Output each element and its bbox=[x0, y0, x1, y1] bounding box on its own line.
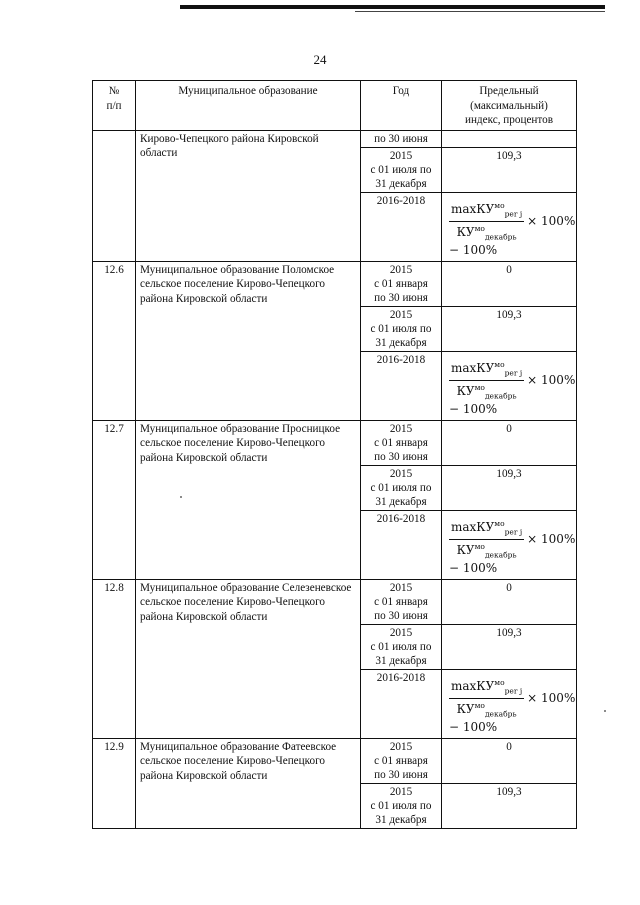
formula-numerator-sub: per j bbox=[504, 686, 523, 696]
formula-denominator-sub: декабрь bbox=[484, 391, 517, 401]
formula-denominator-sup: мо bbox=[474, 541, 485, 551]
formula-numerator-sup: мо bbox=[494, 200, 505, 210]
formula-minus: − 100% bbox=[449, 560, 498, 575]
header-municipality: Муниципальное образование bbox=[136, 81, 361, 131]
top-scan-line-thin bbox=[355, 11, 605, 12]
index-cell: 109,3 bbox=[442, 465, 577, 510]
index-formula bbox=[445, 200, 576, 259]
index-formula bbox=[445, 359, 576, 418]
index-cell: 109,3 bbox=[442, 624, 577, 669]
formula-denominator bbox=[455, 699, 519, 719]
formula-denominator-base: КУ bbox=[456, 542, 475, 557]
header-index: Предельный (максимальный) индекс, процентов bbox=[442, 81, 577, 131]
year-cell: 2016-2018 bbox=[361, 669, 442, 738]
municipality-cell: Муниципальное образование Просницкое сельское поселение Кирово-Чепецкого района Кировской области bbox=[136, 420, 361, 579]
row-number-cell bbox=[93, 130, 136, 261]
formula-times: × 100% bbox=[527, 372, 576, 387]
formula-denominator-sup: мо bbox=[474, 382, 485, 392]
formula-denominator bbox=[455, 381, 519, 401]
year-cell: 2016-2018 bbox=[361, 192, 442, 261]
header-year: Год bbox=[361, 81, 442, 131]
index-formula bbox=[445, 518, 576, 577]
table-row bbox=[93, 738, 577, 783]
formula-numerator-base: maxКУ bbox=[451, 360, 495, 375]
municipality-cell: Муниципальное образование Поломское сельское поселение Кирово-Чепецкого района Кировской области bbox=[136, 261, 361, 420]
index-cell bbox=[442, 130, 577, 147]
year-cell: 2015 с 01 июля по 31 декабря bbox=[361, 783, 442, 828]
formula-numerator-base: maxКУ bbox=[451, 519, 495, 534]
formula-denominator-sub: декабрь bbox=[484, 709, 517, 719]
year-cell: 2015 с 01 января по 30 июня bbox=[361, 738, 442, 783]
formula-numerator-sub: per j bbox=[504, 209, 523, 219]
formula-times: × 100% bbox=[527, 531, 576, 546]
index-cell: 0 bbox=[442, 738, 577, 783]
year-cell: по 30 июня bbox=[361, 130, 442, 147]
year-cell: 2015 с 01 июля по 31 декабря bbox=[361, 306, 442, 351]
table-header-row bbox=[93, 81, 577, 131]
top-scan-line bbox=[180, 5, 605, 9]
index-cell: 0 bbox=[442, 579, 577, 624]
index-formula-cell bbox=[442, 192, 577, 261]
formula-times: × 100% bbox=[527, 213, 576, 228]
year-cell: 2015 с 01 июля по 31 декабря bbox=[361, 465, 442, 510]
index-cell: 0 bbox=[442, 420, 577, 465]
formula-numerator-base: maxКУ bbox=[451, 201, 495, 216]
formula-times: × 100% bbox=[527, 690, 576, 705]
formula-denominator-sub: декабрь bbox=[484, 550, 517, 560]
formula-denominator bbox=[455, 222, 519, 242]
index-table bbox=[92, 80, 577, 829]
year-cell: 2015 с 01 января по 30 июня bbox=[361, 261, 442, 306]
formula-numerator bbox=[449, 201, 524, 222]
table-row bbox=[93, 420, 577, 465]
index-cell: 109,3 bbox=[442, 147, 577, 192]
row-number-cell: 12.6 bbox=[93, 261, 136, 420]
formula-minus: − 100% bbox=[449, 401, 498, 416]
index-formula-cell bbox=[442, 669, 577, 738]
year-cell: 2015 с 01 июля по 31 декабря bbox=[361, 624, 442, 669]
formula-minus: − 100% bbox=[449, 719, 498, 734]
year-cell: 2015 с 01 января по 30 июня bbox=[361, 420, 442, 465]
index-formula-cell bbox=[442, 351, 577, 420]
formula-denominator bbox=[455, 540, 519, 560]
formula-minus: − 100% bbox=[449, 242, 498, 257]
formula-numerator bbox=[449, 678, 524, 699]
year-cell: 2016-2018 bbox=[361, 351, 442, 420]
formula-denominator-base: КУ bbox=[456, 383, 475, 398]
municipality-cell: Муниципальное образование Фатеевское сельское поселение Кирово-Чепецкого района Кировской области bbox=[136, 738, 361, 828]
formula-denominator-base: КУ bbox=[456, 224, 475, 239]
formula-numerator-sup: мо bbox=[494, 359, 505, 369]
formula-numerator-sup: мо bbox=[494, 677, 505, 687]
header-num: № п/п bbox=[93, 81, 136, 131]
formula-denominator-base: КУ bbox=[456, 701, 475, 716]
municipality-cell: Муниципальное образование Селезеневское сельское поселение Кирово-Чепецкого района Кировской области bbox=[136, 579, 361, 738]
row-number-cell: 12.8 bbox=[93, 579, 136, 738]
index-cell: 109,3 bbox=[442, 306, 577, 351]
row-number-cell: 12.7 bbox=[93, 420, 136, 579]
table-row bbox=[93, 579, 577, 624]
formula-denominator-sup: мо bbox=[474, 223, 485, 233]
formula-denominator-sup: мо bbox=[474, 700, 485, 710]
municipality-cell: Кирово-Чепецкого района Кировской области bbox=[136, 130, 361, 261]
row-number-cell: 12.9 bbox=[93, 738, 136, 828]
index-formula-cell bbox=[442, 510, 577, 579]
formula-numerator-sub: per j bbox=[504, 368, 523, 378]
formula-numerator-base: maxКУ bbox=[451, 678, 495, 693]
formula-denominator-sub: декабрь bbox=[484, 232, 517, 242]
index-cell: 109,3 bbox=[442, 783, 577, 828]
page-number: 24 bbox=[313, 52, 327, 67]
scan-speck bbox=[180, 496, 182, 498]
year-cell: 2015 с 01 июля по 31 декабря bbox=[361, 147, 442, 192]
table-row bbox=[93, 130, 577, 147]
scan-speck bbox=[604, 710, 606, 712]
formula-numerator bbox=[449, 360, 524, 381]
table-row bbox=[93, 261, 577, 306]
index-formula bbox=[445, 677, 576, 736]
year-cell: 2015 с 01 января по 30 июня bbox=[361, 579, 442, 624]
year-cell: 2016-2018 bbox=[361, 510, 442, 579]
formula-numerator-sub: per j bbox=[504, 527, 523, 537]
formula-numerator-sup: мо bbox=[494, 518, 505, 528]
formula-numerator bbox=[449, 519, 524, 540]
index-cell: 0 bbox=[442, 261, 577, 306]
